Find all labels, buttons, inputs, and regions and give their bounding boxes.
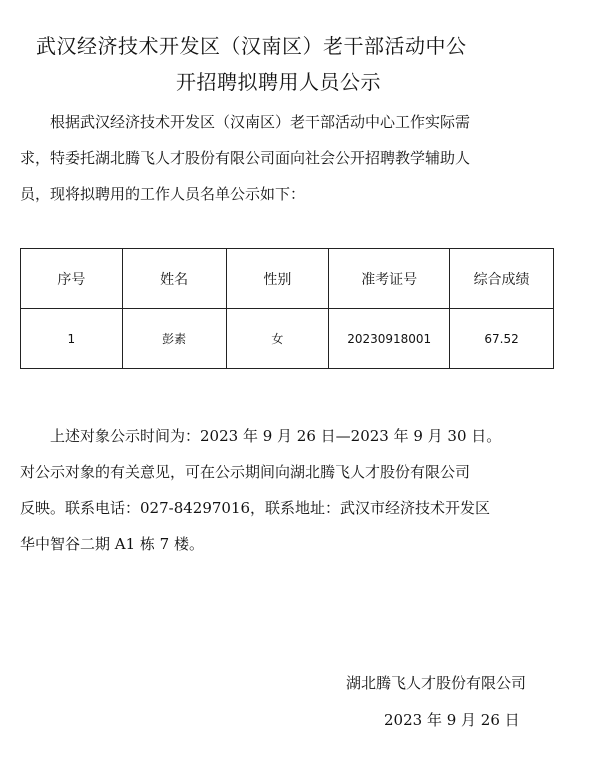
intro-line-3: 员，现将拟聘用的工作人员名单公示如下： [20,185,306,203]
notice-line-3: 反映。联系电话：027-84297016，联系地址：武汉市经济技术开发区 [20,499,491,517]
document-title-line-2: 开招聘拟聘用人员公示 [176,70,381,94]
header-serial-number: 序号 [21,249,123,309]
header-overall-score: 综合成绩 [450,249,554,309]
header-exam-ticket-number: 准考证号 [329,249,450,309]
cell-gender: 女 [226,309,329,369]
notice-line-2: 对公示对象的有关意见，可在公示期间向湖北腾飞人才股份有限公司 [20,463,471,481]
cell-overall-score: 67.52 [450,309,554,369]
table-row [21,309,554,369]
cell-exam-ticket-number: 20230918001 [329,309,450,369]
notice-paragraph [20,418,586,562]
cell-name: 彭素 [122,309,226,369]
cell-serial-number: 1 [21,309,123,369]
document-title-line-1: 武汉经济技术开发区（汉南区）老干部活动中公 [36,34,467,58]
intro-line-1: 根据武汉经济技术开发区（汉南区）老干部活动中心工作实际需 [50,113,471,131]
candidate-table [20,248,554,369]
signature-date: 2023 年 9 月 26 日 [384,711,520,729]
signature-company: 湖北腾飞人才股份有限公司 [346,674,527,692]
header-name: 姓名 [122,249,226,309]
notice-line-1: 上述对象公示时间为：2023 年 9 月 26 日—2023 年 9 月 30 日。 [50,427,502,445]
notice-line-4: 华中智谷二期 A1 栋 7 楼。 [20,535,204,553]
header-gender: 性别 [226,249,329,309]
intro-paragraph [20,104,586,212]
table-header-row [21,249,554,309]
intro-line-2: 求，特委托湖北腾飞人才股份有限公司面向社会公开招聘教学辅助人 [20,149,471,167]
